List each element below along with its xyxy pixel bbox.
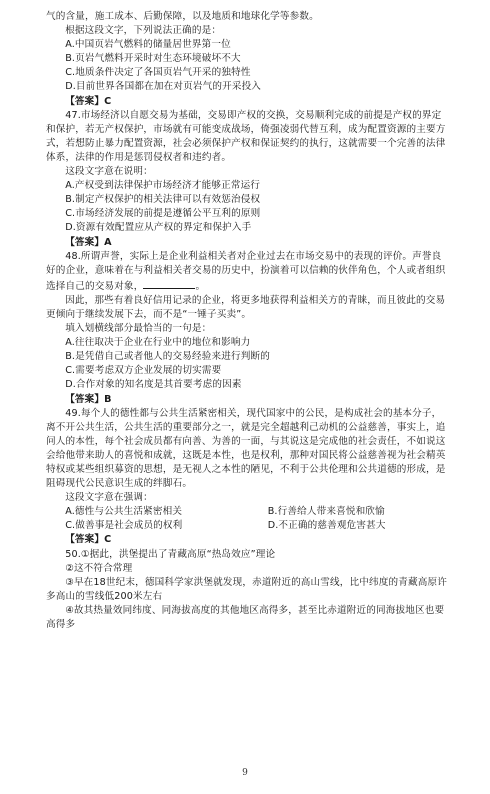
q49-answer: 【答案】C bbox=[65, 534, 112, 546]
q47-option-b: B.制定产权保护的相关法律可以有效惩治侵权 bbox=[65, 194, 261, 206]
q49-stem: 49.每个人的德性都与公共生活紧密相关，现代国家中的公民，是构成社会的基本分子，离不开公共生活，公共生活的重要部分之一，就是完全超越利己动机的公益慈善，事实上，追问人的本性，每个社会成员都有向善、为善的一面，与其说这是完成他的社会责任，不如说这会给他带来助人的喜悦和成就，这既是本性，也是权利，那种对国民将公益慈善视为社会精英特权或某些组织募资的思想，是无视人之本性的陋见，不利于公共伦理和公共道德的形成，是阻碍现代公民意识生成的绊脚石。 bbox=[46, 407, 446, 490]
q47-stem: 47.市场经济以自愿交易为基础，交易即产权的交换，交易顺利完成的前提是产权的界定和保护，若无产权保护，市场就有可能变成战场，倚强凌弱代替互利，成为配置资源的主要方式，若想防止暴力配置资源，社会必须保护产权和保证契约的执行，这就需要一个完善的法律体系，法律的作用是惩罚侵权者和违约者。 bbox=[46, 109, 446, 163]
q46-option-c: C.地质条件决定了各国页岩气开采的独特性 bbox=[65, 67, 251, 79]
q48-answer: 【答案】B bbox=[65, 393, 112, 405]
q46-prompt: 根据这段文字，下列说法正确的是： bbox=[65, 25, 222, 37]
q49-option-c: C.做善事是社会成员的权利 bbox=[65, 520, 183, 532]
q50-item-4: ④故其热量效同纬度、同海拔高度的其他地区高得多，甚至比赤道附近的同海拔地区也要高得多 bbox=[46, 604, 445, 631]
q47-answer: 【答案】A bbox=[65, 236, 112, 248]
q49-prompt: 这段文字意在强调： bbox=[65, 492, 153, 504]
q47-prompt: 这段文字意在说明： bbox=[65, 166, 153, 178]
q49-option-a: A.德性与公共生活紧密相关 bbox=[65, 506, 183, 518]
q49-options-row-2 bbox=[46, 519, 451, 533]
q48-option-c: C.需要考虑双方企业发展的切实需要 bbox=[65, 365, 222, 377]
q50-item-3: ③早在18世纪末，德国科学家洪堡就发现，赤道附近的高山雪线，比中纬度的青藏高原许多高山的雪线低200米左右 bbox=[46, 576, 447, 602]
q46-option-a: A.中国页岩气燃料的储量居世界第一位 bbox=[65, 39, 231, 51]
q48-prompt: 填入划横线部分最恰当的一句是： bbox=[65, 323, 212, 335]
q46-option-b: B.页岩气燃料开采时对生态环境破坏不大 bbox=[65, 53, 241, 65]
q46-option-d: D.目前世界各国都在加在对页岩气的开采投入 bbox=[65, 81, 262, 93]
q46-answer: 【答案】C bbox=[65, 95, 112, 107]
q48-option-b: B.是凭借自己或者他人的交易经验来进行判断的 bbox=[65, 351, 270, 363]
q46-stem-tail: 气的含量，施工成本、后勤保障，以及地质和地球化学等参数。 bbox=[46, 11, 319, 22]
q48-option-d: D.合作对象的知名度是其首要考虑的因素 bbox=[65, 379, 242, 391]
q47-option-a: A.产权受到法律保护市场经济才能够正常运行 bbox=[65, 180, 261, 192]
q49-option-d: D.不正确的慈善观危害甚大 bbox=[267, 520, 386, 532]
q47-option-c: C.市场经济发展的前提是遵循公平互利的原则 bbox=[65, 208, 261, 220]
q48-stem: 48.所谓声誉，实际上是企业利益相关者对企业过去在市场交易中的表现的评价。声誉良好的企业，意味着在与利益相关者交易的历史中，扮演着可以信赖的伙伴角色，个人或者组织选择自己的交易对象， 。 bbox=[46, 250, 446, 292]
q50-item-1: 50.①据此，洪堡提出了青藏高原“热岛效应”理论 bbox=[65, 548, 276, 560]
q49-option-b: B.行善给人带来喜悦和欣愉 bbox=[267, 506, 385, 518]
q48-option-a: A.往往取决于企业在行业中的地位和影响力 bbox=[65, 337, 251, 349]
q47-option-d: D.资源有效配置应从产权的界定和保护入手 bbox=[65, 222, 252, 234]
page-number: 9 bbox=[242, 768, 248, 778]
fill-in-blank bbox=[143, 278, 195, 289]
q49-options-row-1 bbox=[46, 505, 451, 519]
page-content bbox=[46, 10, 451, 632]
q48-paragraph-2: 因此，那些有着良好信用记录的企业，将更多地获得利益相关方的青睐，而且彼此的交易更倾向于继续发展下去，而不是“一锤子买卖”。 bbox=[46, 294, 446, 320]
q50-item-2: ②这不符合常理 bbox=[65, 562, 133, 574]
